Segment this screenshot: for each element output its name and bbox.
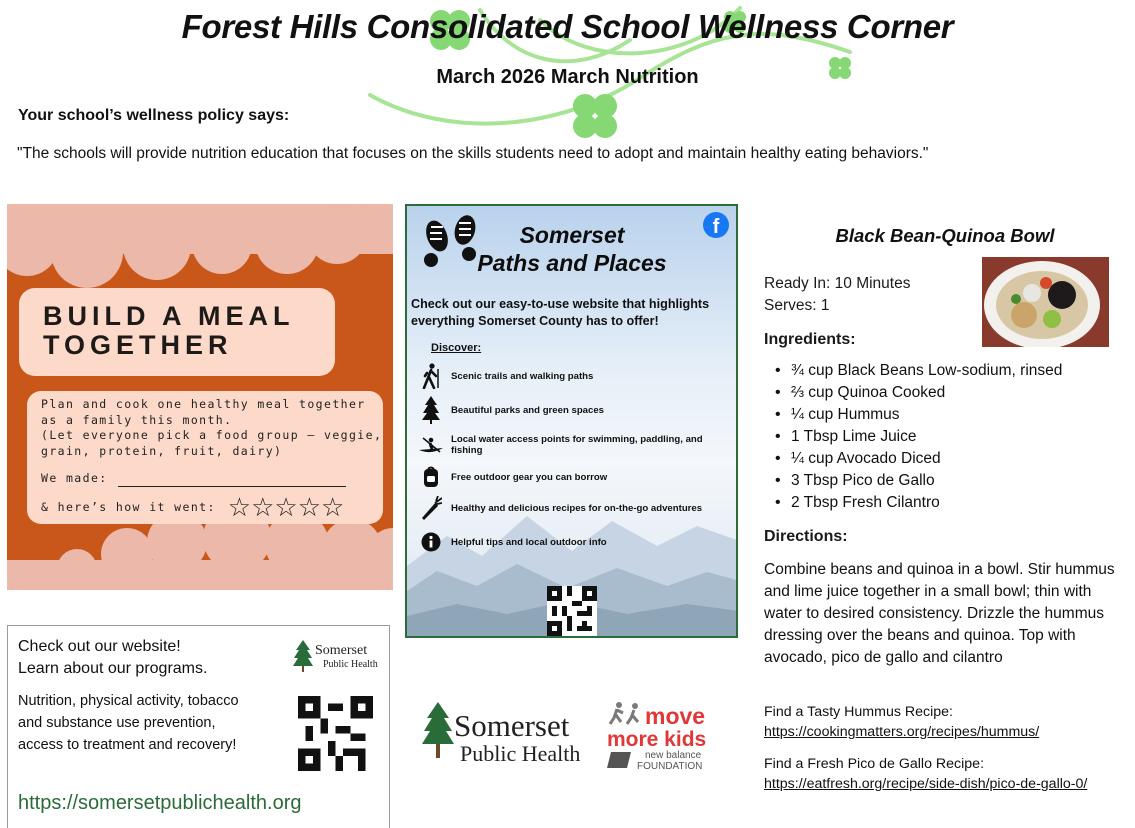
discover-item-parks xyxy=(419,396,604,424)
ingredient-item: • ¾ cup Black Beans Low-sodium, rinsed xyxy=(775,360,1062,382)
move-more-kids-logo xyxy=(605,700,725,775)
tree-icon xyxy=(419,396,443,424)
discover-item-water xyxy=(419,431,736,459)
discover-item-label: Local water access points for swimming, paddling, and fishing xyxy=(451,434,703,456)
directions-text: Combine beans and quinoa in a bowl. Stir hummus and lime juice together in a small bowl; thin with water to desired consistency. Drizzle the hummus dressing over the beans and quinoa. Top with avocado, pico de gallo and cilantro xyxy=(764,561,1115,666)
somerset-website-link[interactable]: https://somersetpublichealth.org xyxy=(18,792,302,814)
somerset-public-health-logo xyxy=(420,700,590,770)
how-it-went-label: & here’s how it went: xyxy=(41,499,216,514)
star-rating-icon: ☆☆☆☆☆ xyxy=(227,492,345,523)
somerset-logo-small xyxy=(293,636,383,681)
we-made-line xyxy=(118,475,346,487)
qr-code-icon[interactable] xyxy=(298,696,373,771)
info-icon xyxy=(419,528,443,556)
ingredient-item: • ¼ cup Hummus xyxy=(775,404,1062,426)
discover-item-label: Healthy and delicious recipes for on-the-go adventures xyxy=(451,502,703,514)
page-title: Forest Hills Consolidated School Wellness Corner xyxy=(181,8,954,45)
meal-instructions xyxy=(27,391,383,524)
hummus-recipe-url[interactable]: https://cookingmatters.org/recipes/hummus/ xyxy=(764,724,1040,740)
page-subtitle: March 2026 March Nutrition xyxy=(436,66,699,88)
ingredient-item: • 3 Tbsp Pico de Gallo xyxy=(775,470,1062,492)
ingredient-item: • ¼ cup Avocado Diced xyxy=(775,448,1062,470)
paths-title-line-1: Somerset xyxy=(519,222,625,248)
carrot-icon xyxy=(419,494,443,522)
programs-text: Nutrition, physical activity, tobacco and substance use prevention, access to treatment and recovery! xyxy=(18,693,239,753)
discover-item-label: Free outdoor gear you can borrow xyxy=(451,471,608,483)
hummus-recipe-label: Find a Tasty Hummus Recipe: xyxy=(764,704,953,720)
ingredient-item: • ⅔ cup Quinoa Cooked xyxy=(775,382,1062,404)
paths-and-places-flyer xyxy=(405,204,738,638)
policy-quote: "The schools will provide nutrition education that focuses on the skills students need to adopt and maintain healthy eating behaviors." xyxy=(17,145,929,162)
paths-title xyxy=(447,221,697,277)
discover-item-recipes xyxy=(419,494,702,522)
bowl-photo xyxy=(982,257,1109,347)
ready-in: Ready In: 10 Minutes xyxy=(764,275,911,292)
facebook-icon[interactable]: f xyxy=(703,212,729,238)
build-a-meal-card xyxy=(7,204,393,590)
qr-code-icon[interactable] xyxy=(547,586,597,636)
kayak-icon xyxy=(419,431,443,459)
ingredients-list xyxy=(775,360,1062,514)
we-made-label: We made: xyxy=(41,471,108,485)
we-made-row xyxy=(41,471,383,487)
sph-small-line-1: Somerset xyxy=(315,643,368,658)
paths-title-line-2: Paths and Places xyxy=(477,250,667,276)
discover-item-label: Scenic trails and walking paths xyxy=(451,370,594,382)
backpack-icon xyxy=(419,463,443,491)
meal-body-line: Plan and cook one healthy meal together xyxy=(41,397,366,411)
discover-item-trails xyxy=(419,362,593,390)
ingredient-item: • 2 Tbsp Fresh Cilantro xyxy=(775,492,1062,514)
discover-item-gear xyxy=(419,463,607,491)
sph-logo-line-2: Public Health xyxy=(460,741,581,766)
sph-logo-line-1: Somerset xyxy=(454,708,570,743)
website-callout-line-2: Learn about our programs. xyxy=(18,660,208,677)
serves: Serves: 1 xyxy=(764,297,830,314)
how-it-went-row xyxy=(41,492,383,523)
pico-recipe-label: Find a Fresh Pico de Gallo Recipe: xyxy=(764,756,985,772)
ingredients-heading: Ingredients: xyxy=(764,331,856,348)
ingredient-item: • 1 Tbsp Lime Juice xyxy=(775,426,1062,448)
meal-headline xyxy=(19,288,335,376)
website-callout xyxy=(18,636,207,680)
hummus-recipe-link[interactable] xyxy=(764,722,1039,742)
pico-recipe-link[interactable] xyxy=(764,774,1087,794)
discover-item-tips xyxy=(419,528,607,556)
discover-item-label: Beautiful parks and green spaces xyxy=(451,404,605,416)
sph-small-line-2: Public Health xyxy=(323,659,378,670)
recipe-title: Black Bean-Quinoa Bowl xyxy=(835,225,1055,246)
hiker-icon xyxy=(419,362,443,390)
meal-body-line: grain, protein, fruit, dairy) xyxy=(41,443,283,458)
pico-recipe-url[interactable]: https://eatfresh.org/recipe/side-dish/pico-de-gallo-0/ xyxy=(764,776,1088,792)
paths-intro: Check out our easy-to-use website that highlights everything Somerset County has to offer! xyxy=(411,297,710,328)
meal-headline-line-2: TOGETHER xyxy=(43,330,233,360)
website-callout-line-1: Check out our website! xyxy=(18,638,181,655)
discover-label: Discover: xyxy=(431,342,482,354)
meal-headline-line-1: BUILD A MEAL xyxy=(43,301,295,331)
mmk-logo-line-2: more kids xyxy=(607,728,707,751)
mmk-logo-line-3: new balance xyxy=(645,750,702,761)
policy-label: Your school’s wellness policy says: xyxy=(18,107,290,124)
directions-heading: Directions: xyxy=(764,528,848,545)
mmk-logo-line-1: move xyxy=(645,703,706,729)
meal-body-line: (Let everyone pick a food group — veggie, xyxy=(41,428,383,442)
mmk-logo-line-4: FOUNDATION xyxy=(637,761,703,772)
discover-item-label: Helpful tips and local outdoor info xyxy=(451,536,607,548)
somerset-info-box xyxy=(7,625,390,828)
meal-body-line: as a family this month. xyxy=(41,412,233,427)
